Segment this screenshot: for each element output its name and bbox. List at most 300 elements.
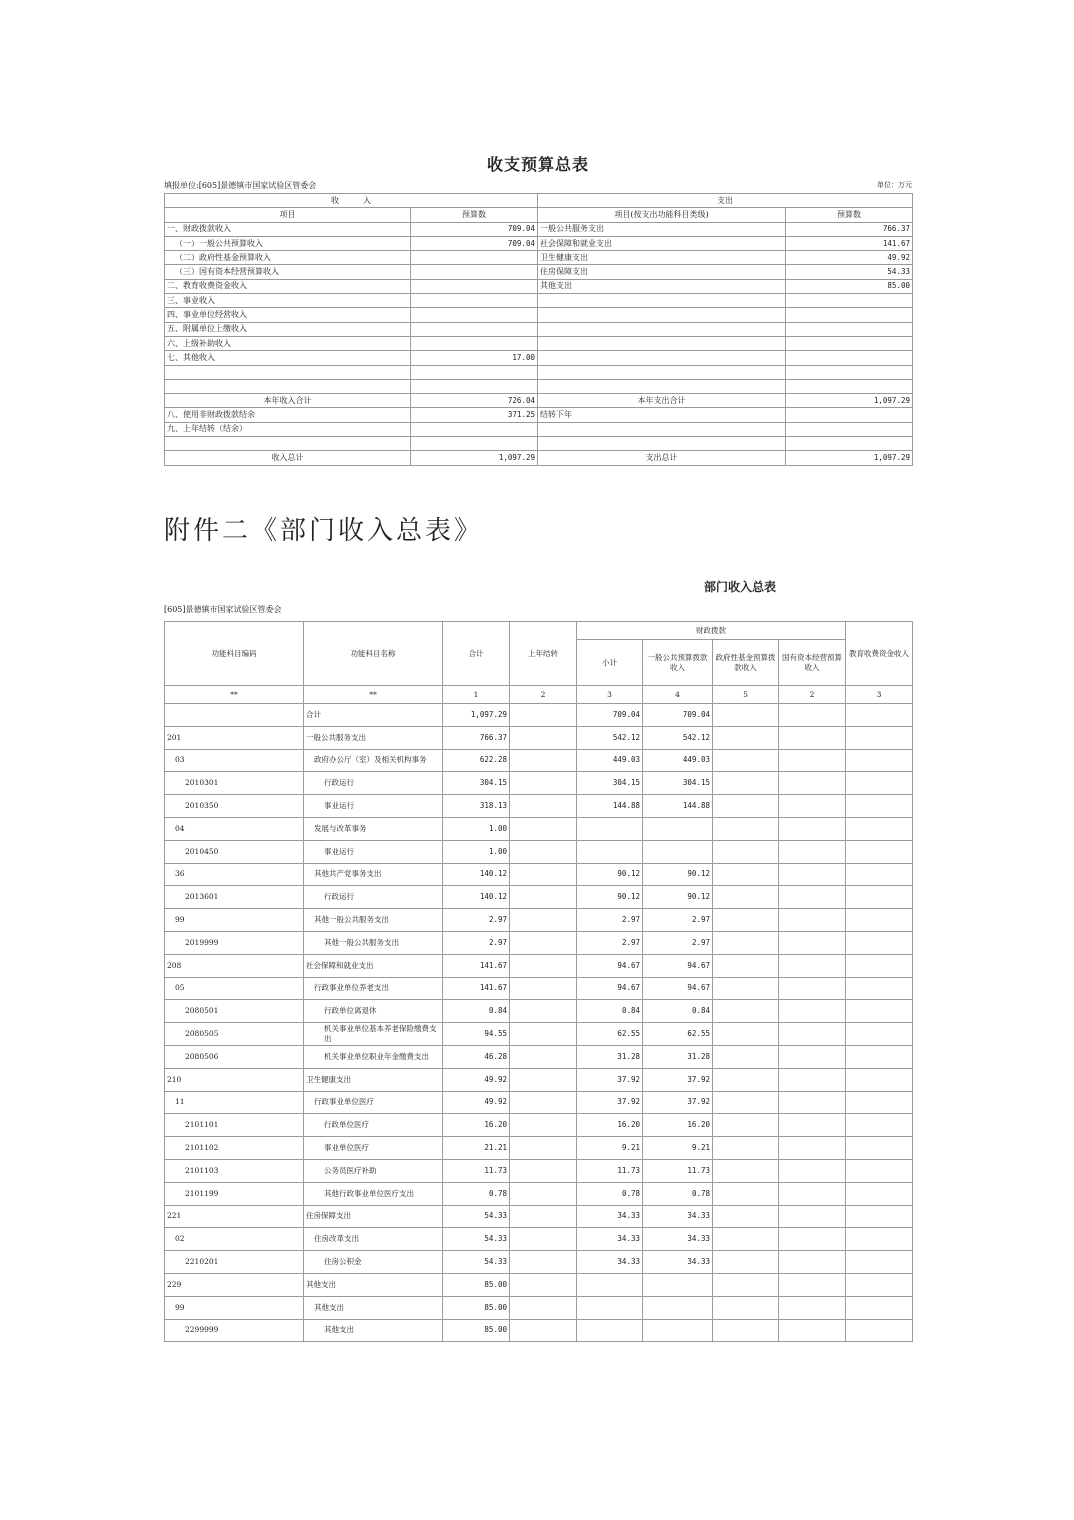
table2-title: 部门收入总表 <box>703 580 776 594</box>
row-carry <box>510 1068 577 1091</box>
row-general: 31.28 <box>643 1045 713 1068</box>
row-code: 2101103 <box>165 1159 304 1182</box>
row-general: 0.78 <box>643 1182 713 1205</box>
expense-value <box>786 351 913 365</box>
expense-item <box>538 365 786 379</box>
row-total: 49.92 <box>443 1091 510 1114</box>
expense-value: 85.00 <box>786 279 913 293</box>
row-general: 304.15 <box>643 772 713 795</box>
expense-item: 结转下年 <box>538 408 786 422</box>
table2-row <box>165 772 913 795</box>
income-item: （三）国有资本经营预算收入 <box>165 265 411 279</box>
row-carry <box>510 1137 577 1160</box>
expense-item <box>538 322 786 336</box>
table1-subhead-row <box>165 208 913 222</box>
row-carry <box>510 954 577 977</box>
row-fund <box>713 1319 779 1342</box>
row-name: 住房改革支出 <box>304 1228 443 1251</box>
table1-row <box>165 336 913 350</box>
row-state <box>779 1159 846 1182</box>
table1-row <box>165 222 913 236</box>
row-subtotal <box>577 1296 643 1319</box>
row-code: 11 <box>165 1091 304 1114</box>
row-carry <box>510 817 577 840</box>
row-edu <box>846 909 913 932</box>
income-value: 371.25 <box>411 408 538 422</box>
col-budget: 预算数 <box>411 208 538 222</box>
expense-item <box>538 308 786 322</box>
row-fund <box>713 977 779 1000</box>
expense-item: 支出总计 <box>538 451 786 465</box>
row-edu <box>846 1137 913 1160</box>
head-expense: 支出 <box>538 194 913 208</box>
row-edu <box>846 1319 913 1342</box>
row-general: 90.12 <box>643 886 713 909</box>
row-edu <box>846 1091 913 1114</box>
row-general: 0.84 <box>643 1000 713 1023</box>
row-total: 1,097.29 <box>443 704 510 727</box>
row-fund <box>713 1182 779 1205</box>
row-fund <box>713 1045 779 1068</box>
row-code: 2080505 <box>165 1023 304 1046</box>
row-carry <box>510 931 577 954</box>
table2-row <box>165 1068 913 1091</box>
row-subtotal: 449.03 <box>577 749 643 772</box>
row-edu <box>846 1296 913 1319</box>
row-subtotal: 709.04 <box>577 704 643 727</box>
table2-row <box>165 726 913 749</box>
income-item <box>165 379 411 393</box>
row-general: 94.67 <box>643 977 713 1000</box>
row-code: 2010301 <box>165 772 304 795</box>
row-subtotal: 34.33 <box>577 1205 643 1228</box>
row-total: 85.00 <box>443 1296 510 1319</box>
hdr-carry: 上年结转 <box>510 622 577 686</box>
row-state <box>779 772 846 795</box>
row-state <box>779 1137 846 1160</box>
row-general: 709.04 <box>643 704 713 727</box>
row-subtotal: 31.28 <box>577 1045 643 1068</box>
table2-row <box>165 886 913 909</box>
row-code: 2080501 <box>165 1000 304 1023</box>
expense-value <box>786 322 913 336</box>
income-item: 二、教育收费资金收入 <box>165 279 411 293</box>
row-name: 行政运行 <box>304 886 443 909</box>
row-state <box>779 1228 846 1251</box>
income-item: 五、附属单位上缴收入 <box>165 322 411 336</box>
income-item <box>165 365 411 379</box>
table1-row <box>165 251 913 265</box>
row-state <box>779 1091 846 1114</box>
table1-row <box>165 365 913 379</box>
table2-row <box>165 817 913 840</box>
row-code: 2010350 <box>165 795 304 818</box>
income-value <box>411 437 538 451</box>
row-carry <box>510 1273 577 1296</box>
row-code: 04 <box>165 817 304 840</box>
row-subtotal: 0.78 <box>577 1182 643 1205</box>
row-general: 34.33 <box>643 1251 713 1274</box>
row-subtotal <box>577 1319 643 1342</box>
hdr-state: 国有资本经营预算收入 <box>779 640 846 686</box>
row-name: 机关事业单位基本养老保险缴费支出 <box>304 1023 443 1046</box>
income-value: 726.04 <box>411 394 538 408</box>
table2-row <box>165 1296 913 1319</box>
row-name: 住房保障支出 <box>304 1205 443 1228</box>
row-subtotal: 37.92 <box>577 1068 643 1091</box>
row-subtotal: 304.15 <box>577 772 643 795</box>
row-carry <box>510 1023 577 1046</box>
table1-row <box>165 279 913 293</box>
expense-value: 141.67 <box>786 236 913 250</box>
row-total: 49.92 <box>443 1068 510 1091</box>
row-carry <box>510 863 577 886</box>
row-name: 事业运行 <box>304 795 443 818</box>
row-general: 62.55 <box>643 1023 713 1046</box>
row-subtotal: 37.92 <box>577 1091 643 1114</box>
row-fund <box>713 1091 779 1114</box>
row-state <box>779 1114 846 1137</box>
row-carry <box>510 1091 577 1114</box>
row-code: 2019999 <box>165 931 304 954</box>
row-edu <box>846 840 913 863</box>
row-fund <box>713 1228 779 1251</box>
row-name: 政府办公厅（室）及相关机构事务 <box>304 749 443 772</box>
row-edu <box>846 1000 913 1023</box>
row-total: 318.13 <box>443 795 510 818</box>
row-state <box>779 840 846 863</box>
row-code: 210 <box>165 1068 304 1091</box>
row-state <box>779 1319 846 1342</box>
expense-item <box>538 351 786 365</box>
row-fund <box>713 840 779 863</box>
expense-item <box>538 379 786 393</box>
hdr-fiscal: 财政拨款 <box>577 622 846 640</box>
row-subtotal: 62.55 <box>577 1023 643 1046</box>
table1-row <box>165 408 913 422</box>
expense-value: 766.37 <box>786 222 913 236</box>
row-state <box>779 726 846 749</box>
row-carry <box>510 1205 577 1228</box>
row-total: 54.33 <box>443 1205 510 1228</box>
row-carry <box>510 977 577 1000</box>
row-fund <box>713 909 779 932</box>
table2-index-row <box>165 686 913 704</box>
table2-row <box>165 840 913 863</box>
income-value <box>411 379 538 393</box>
table2-row <box>165 977 913 1000</box>
table2-row <box>165 1159 913 1182</box>
col-item: 项目 <box>165 208 411 222</box>
row-subtotal: 90.12 <box>577 886 643 909</box>
row-general <box>643 840 713 863</box>
col-item2: 项目(按支出功能科目类级) <box>538 208 786 222</box>
row-code: 02 <box>165 1228 304 1251</box>
table2-row <box>165 1228 913 1251</box>
table1-row <box>165 265 913 279</box>
income-value <box>411 251 538 265</box>
row-carry <box>510 1251 577 1274</box>
row-state <box>779 704 846 727</box>
row-subtotal: 94.67 <box>577 977 643 1000</box>
income-item: 三、事业收入 <box>165 294 411 308</box>
table1-title: 收支预算总表 <box>486 155 589 174</box>
row-name: 其他支出 <box>304 1273 443 1296</box>
row-total: 0.84 <box>443 1000 510 1023</box>
row-code: 2010450 <box>165 840 304 863</box>
income-item: 收入总计 <box>165 451 411 465</box>
row-subtotal: 90.12 <box>577 863 643 886</box>
row-total: 140.12 <box>443 863 510 886</box>
row-total: 141.67 <box>443 954 510 977</box>
row-general: 37.92 <box>643 1068 713 1091</box>
row-fund <box>713 726 779 749</box>
income-value <box>411 294 538 308</box>
row-name: 事业运行 <box>304 840 443 863</box>
row-state <box>779 909 846 932</box>
row-general: 34.33 <box>643 1205 713 1228</box>
row-total: 94.55 <box>443 1023 510 1046</box>
expense-value <box>786 336 913 350</box>
row-name: 事业单位医疗 <box>304 1137 443 1160</box>
expense-value: 54.33 <box>786 265 913 279</box>
row-name: 其他一般公共服务支出 <box>304 909 443 932</box>
index-cell: 1 <box>443 686 510 704</box>
row-subtotal: 542.12 <box>577 726 643 749</box>
table1-row <box>165 451 913 465</box>
expense-item: 卫生健康支出 <box>538 251 786 265</box>
hdr-total: 合计 <box>443 622 510 686</box>
row-total: 2.97 <box>443 909 510 932</box>
row-name: 其他行政事业单位医疗支出 <box>304 1182 443 1205</box>
table2-row <box>165 1273 913 1296</box>
row-carry <box>510 1296 577 1319</box>
table1-row <box>165 437 913 451</box>
expense-item: 住房保障支出 <box>538 265 786 279</box>
row-subtotal: 11.73 <box>577 1159 643 1182</box>
table1-unit-left: 填报单位:[605]景德镇市国家试验区管委会 <box>164 181 317 190</box>
row-edu <box>846 1023 913 1046</box>
expense-value <box>786 365 913 379</box>
index-cell: 3 <box>577 686 643 704</box>
row-carry <box>510 726 577 749</box>
row-edu <box>846 886 913 909</box>
row-name: 行政单位离退休 <box>304 1000 443 1023</box>
row-edu <box>846 1228 913 1251</box>
row-subtotal: 2.97 <box>577 931 643 954</box>
index-cell: ** <box>304 686 443 704</box>
row-fund <box>713 1296 779 1319</box>
row-edu <box>846 749 913 772</box>
row-name: 其他一般公共服务支出 <box>304 931 443 954</box>
expense-item <box>538 336 786 350</box>
income-item <box>165 437 411 451</box>
row-edu <box>846 772 913 795</box>
row-code: 2101102 <box>165 1137 304 1160</box>
row-carry <box>510 1045 577 1068</box>
row-fund <box>713 1159 779 1182</box>
row-fund <box>713 931 779 954</box>
row-state <box>779 1023 846 1046</box>
table2-row <box>165 954 913 977</box>
table2-row <box>165 931 913 954</box>
row-total: 46.28 <box>443 1045 510 1068</box>
row-name: 公务员医疗补助 <box>304 1159 443 1182</box>
row-subtotal: 16.20 <box>577 1114 643 1137</box>
row-general: 11.73 <box>643 1159 713 1182</box>
row-total: 766.37 <box>443 726 510 749</box>
department-income-table <box>164 621 913 1342</box>
income-value <box>411 279 538 293</box>
row-carry <box>510 886 577 909</box>
row-name: 其他共产党事务支出 <box>304 863 443 886</box>
row-edu <box>846 817 913 840</box>
income-value <box>411 265 538 279</box>
row-carry <box>510 1228 577 1251</box>
row-fund <box>713 772 779 795</box>
row-total: 304.15 <box>443 772 510 795</box>
row-edu <box>846 1068 913 1091</box>
budget-summary-table <box>164 193 913 466</box>
row-general <box>643 1319 713 1342</box>
table1-unit-right: 单位：万元 <box>877 181 912 189</box>
row-code <box>165 704 304 727</box>
expense-value: 1,097.29 <box>786 394 913 408</box>
row-code: 99 <box>165 909 304 932</box>
row-code: 36 <box>165 863 304 886</box>
row-name: 行政单位医疗 <box>304 1114 443 1137</box>
index-cell: 4 <box>643 686 713 704</box>
row-state <box>779 749 846 772</box>
expense-value <box>786 308 913 322</box>
row-state <box>779 954 846 977</box>
row-state <box>779 1045 846 1068</box>
row-name: 住房公积金 <box>304 1251 443 1274</box>
row-name: 卫生健康支出 <box>304 1068 443 1091</box>
hdr-name: 功能科目名称 <box>304 622 443 686</box>
row-total: 16.20 <box>443 1114 510 1137</box>
hdr-subtotal: 小计 <box>577 640 643 686</box>
row-subtotal: 0.84 <box>577 1000 643 1023</box>
table2-row <box>165 1182 913 1205</box>
row-code: 2210201 <box>165 1251 304 1274</box>
income-value <box>411 422 538 436</box>
expense-item: 一般公共服务支出 <box>538 222 786 236</box>
expense-item <box>538 437 786 451</box>
row-edu <box>846 795 913 818</box>
row-subtotal <box>577 1273 643 1296</box>
table1-row <box>165 394 913 408</box>
row-name: 机关事业单位职业年金缴费支出 <box>304 1045 443 1068</box>
table2-row <box>165 795 913 818</box>
expense-value: 49.92 <box>786 251 913 265</box>
row-carry <box>510 1319 577 1342</box>
row-state <box>779 931 846 954</box>
expense-item <box>538 422 786 436</box>
row-code: 2101101 <box>165 1114 304 1137</box>
row-total: 0.78 <box>443 1182 510 1205</box>
row-carry <box>510 909 577 932</box>
row-fund <box>713 795 779 818</box>
row-total: 1.00 <box>443 840 510 863</box>
row-fund <box>713 1205 779 1228</box>
income-item: 四、事业单位经营收入 <box>165 308 411 322</box>
row-general: 2.97 <box>643 909 713 932</box>
row-name: 行政运行 <box>304 772 443 795</box>
row-general <box>643 1273 713 1296</box>
index-cell: 3 <box>846 686 913 704</box>
row-carry <box>510 1159 577 1182</box>
table2-row <box>165 749 913 772</box>
row-code: 99 <box>165 1296 304 1319</box>
table1-row <box>165 422 913 436</box>
income-item: 一、财政拨款收入 <box>165 222 411 236</box>
income-item: 九、上年结转（结余） <box>165 422 411 436</box>
income-item: （二）政府性基金预算收入 <box>165 251 411 265</box>
hdr-fund: 政府性基金预算拨款收入 <box>713 640 779 686</box>
income-value <box>411 336 538 350</box>
row-state <box>779 1273 846 1296</box>
table2-row <box>165 863 913 886</box>
row-total: 141.67 <box>443 977 510 1000</box>
row-fund <box>713 817 779 840</box>
index-cell: ** <box>165 686 304 704</box>
row-carry <box>510 1182 577 1205</box>
row-edu <box>846 1205 913 1228</box>
row-edu <box>846 1182 913 1205</box>
income-item: 六、上级补助收入 <box>165 336 411 350</box>
table1-row <box>165 236 913 250</box>
row-edu <box>846 1045 913 1068</box>
table2-row <box>165 909 913 932</box>
income-item: 本年收入合计 <box>165 394 411 408</box>
row-edu <box>846 977 913 1000</box>
row-edu <box>846 863 913 886</box>
expense-value <box>786 422 913 436</box>
table2-row <box>165 1114 913 1137</box>
table2-row <box>165 1319 913 1342</box>
row-total: 54.33 <box>443 1228 510 1251</box>
row-carry <box>510 1000 577 1023</box>
row-general: 9.21 <box>643 1137 713 1160</box>
table1-row <box>165 351 913 365</box>
table2-row <box>165 1091 913 1114</box>
income-value <box>411 322 538 336</box>
row-fund <box>713 1273 779 1296</box>
row-state <box>779 886 846 909</box>
row-state <box>779 1000 846 1023</box>
row-code: 2299999 <box>165 1319 304 1342</box>
row-state <box>779 1251 846 1274</box>
row-subtotal: 94.67 <box>577 954 643 977</box>
row-code: 05 <box>165 977 304 1000</box>
row-edu <box>846 1159 913 1182</box>
row-name: 发展与改革事务 <box>304 817 443 840</box>
row-code: 2013601 <box>165 886 304 909</box>
row-state <box>779 1182 846 1205</box>
row-fund <box>713 1137 779 1160</box>
row-general: 2.97 <box>643 931 713 954</box>
hdr-general: 一般公共预算拨款收入 <box>643 640 713 686</box>
row-general: 37.92 <box>643 1091 713 1114</box>
row-subtotal: 34.33 <box>577 1228 643 1251</box>
row-subtotal: 144.88 <box>577 795 643 818</box>
row-name: 一般公共服务支出 <box>304 726 443 749</box>
row-edu <box>846 931 913 954</box>
table2-row <box>165 1000 913 1023</box>
income-item: 八、使用非财政拨款结余 <box>165 408 411 422</box>
income-value: 709.04 <box>411 236 538 250</box>
